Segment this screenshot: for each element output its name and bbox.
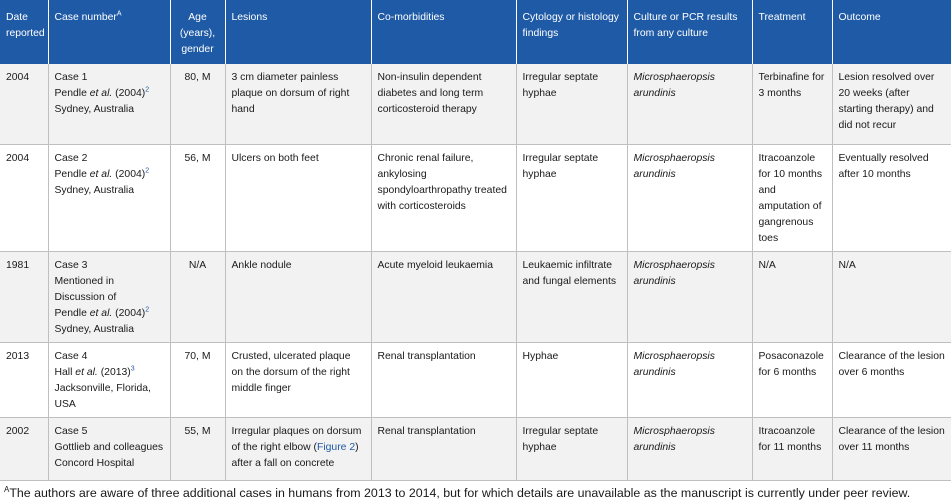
case-title: Case 1 (54, 72, 88, 83)
cell-lesions: Ankle nodule (225, 252, 371, 343)
cell-case (48, 64, 170, 145)
cell-treatment: Itracoanzole for 11 months (752, 418, 832, 481)
cell-outcome: Clearance of the lesion over 11 months (832, 418, 951, 481)
case-title: Case 4 (54, 351, 88, 362)
case-location: Sydney, Australia (54, 324, 135, 335)
cell-culture: Microsphaeropsis arundinis (627, 252, 752, 343)
header-case-number: Case number$^A$ (48, 0, 170, 64)
case-title: Case 5 (54, 426, 88, 437)
cell-age-gender: 55, M (170, 418, 225, 481)
cell-age-gender: 70, M (170, 343, 225, 418)
cell-lesions: Crusted, ulcerated plaque on the dorsum of the right middle finger (225, 343, 371, 418)
header-cytology: Cytology or histology findings (516, 0, 627, 64)
case-reference: Gottlieb and colleagues (54, 442, 164, 453)
cell-cytology: Irregular septate hyphae (516, 64, 627, 145)
cell-treatment: Terbinafine for 3 months (752, 64, 832, 145)
cell-outcome: N/A (832, 252, 951, 343)
cell-comorbidities: Renal transplantation (371, 418, 516, 481)
case-location: Sydney, Australia (54, 104, 135, 115)
cell-culture: Microsphaeropsis arundinis (627, 418, 752, 481)
cell-lesions: 3 cm diameter painless plaque on dorsum of right hand (225, 64, 371, 145)
cell-age-gender: 56, M (170, 145, 225, 252)
cell-cytology: Leukaemic infiltrate and fungal elements (516, 252, 627, 343)
cell-outcome: Eventually resolved after 10 months (832, 145, 951, 252)
cell-case (48, 145, 170, 252)
cell-cytology: Irregular septate hyphae (516, 418, 627, 481)
cell-comorbidities: Chronic renal failure, ankylosing spondyloarthropathy treated with corticosteroids (371, 145, 516, 252)
case-reference: Pendle et al. $(2004)^2$ (54, 167, 150, 180)
cell-comorbidities: Non-insulin dependent diabetes and long term corticosteroid therapy (371, 64, 516, 145)
cell-age-gender: N/A (170, 252, 225, 343)
cell-cytology: Irregular septate hyphae (516, 145, 627, 252)
table-header (0, 0, 951, 64)
table-row (0, 64, 951, 145)
header-age-gender: Age (years), gender (170, 0, 225, 64)
table-row (0, 343, 951, 418)
cell-cytology: Hyphae (516, 343, 627, 418)
cell-date: 2013 (0, 343, 48, 418)
cell-age-gender: 80, M (170, 64, 225, 145)
cell-comorbidities: Renal transplantation (371, 343, 516, 418)
cell-treatment: Itracoanzole for 10 months and amputation of gangrenous toes (752, 145, 832, 252)
table-body (0, 64, 951, 481)
cell-culture: Microsphaeropsis arundinis (627, 145, 752, 252)
cell-culture: Microsphaeropsis arundinis (627, 343, 752, 418)
header-lesions: Lesions (225, 0, 371, 64)
cell-treatment: N/A (752, 252, 832, 343)
cell-outcome: Lesion resolved over 20 weeks (after starting therapy) and did not recur (832, 64, 951, 145)
case-reference: Hall et al. $(2013)^3$ (54, 365, 135, 378)
case-reference: Pendle et al. $(2004)^2$ (54, 86, 150, 99)
cell-date: 2004 (0, 64, 48, 145)
cell-date: 2004 (0, 145, 48, 252)
cell-case (48, 343, 170, 418)
table-row (0, 252, 951, 343)
footnote-text: The authors are aware of three additional cases in humans from 2013 to 2014, but for which details are unavailable as the manuscript is currently under peer review. (9, 486, 911, 500)
reference-link[interactable]: 2 (145, 86, 150, 94)
case-title: Case 3 (54, 260, 88, 271)
cell-date: 2002 (0, 418, 48, 481)
cell-treatment: Posaconazole for 6 months (752, 343, 832, 418)
header-row (0, 0, 951, 64)
header-outcome: Outcome (832, 0, 951, 64)
reference-link[interactable]: 3 (130, 365, 135, 373)
cell-case (48, 418, 170, 481)
header-culture: Culture or PCR results from any culture (627, 0, 752, 64)
case-title: Case 2 (54, 153, 88, 164)
table-row (0, 418, 951, 481)
cell-case (48, 252, 170, 343)
header-treatment: Treatment (752, 0, 832, 64)
cell-culture: Microsphaeropsis arundinis (627, 64, 752, 145)
case-mention: Mentioned in Discussion of (54, 276, 117, 303)
case-location: Sydney, Australia (54, 185, 135, 196)
reference-link[interactable]: 2 (145, 167, 150, 175)
cell-comorbidities: Acute myeloid leukaemia (371, 252, 516, 343)
table-row (0, 145, 951, 252)
case-location: Concord Hospital (54, 458, 135, 469)
cell-lesions: Ulcers on both feet (225, 145, 371, 252)
table-footnote (0, 481, 951, 502)
reference-link[interactable]: 2 (145, 306, 150, 314)
header-case-sup: A (116, 10, 122, 18)
cell-outcome: Clearance of the lesion over 6 months (832, 343, 951, 418)
header-date: Date reported (0, 0, 48, 64)
case-reference: Pendle et al. $(2004)^2$ (54, 306, 150, 319)
footnote-marker: A (4, 484, 10, 494)
figure-link[interactable]: Figure 2 (316, 442, 356, 453)
cell-lesions: Irregular plaques on dorsum of the right elbow (Figure 2) after a fall on concrete (225, 418, 371, 481)
case-location: Jacksonville, Florida, USA (54, 383, 151, 410)
cell-date: 1981 (0, 252, 48, 343)
header-comorbidities: Co-morbidities (371, 0, 516, 64)
